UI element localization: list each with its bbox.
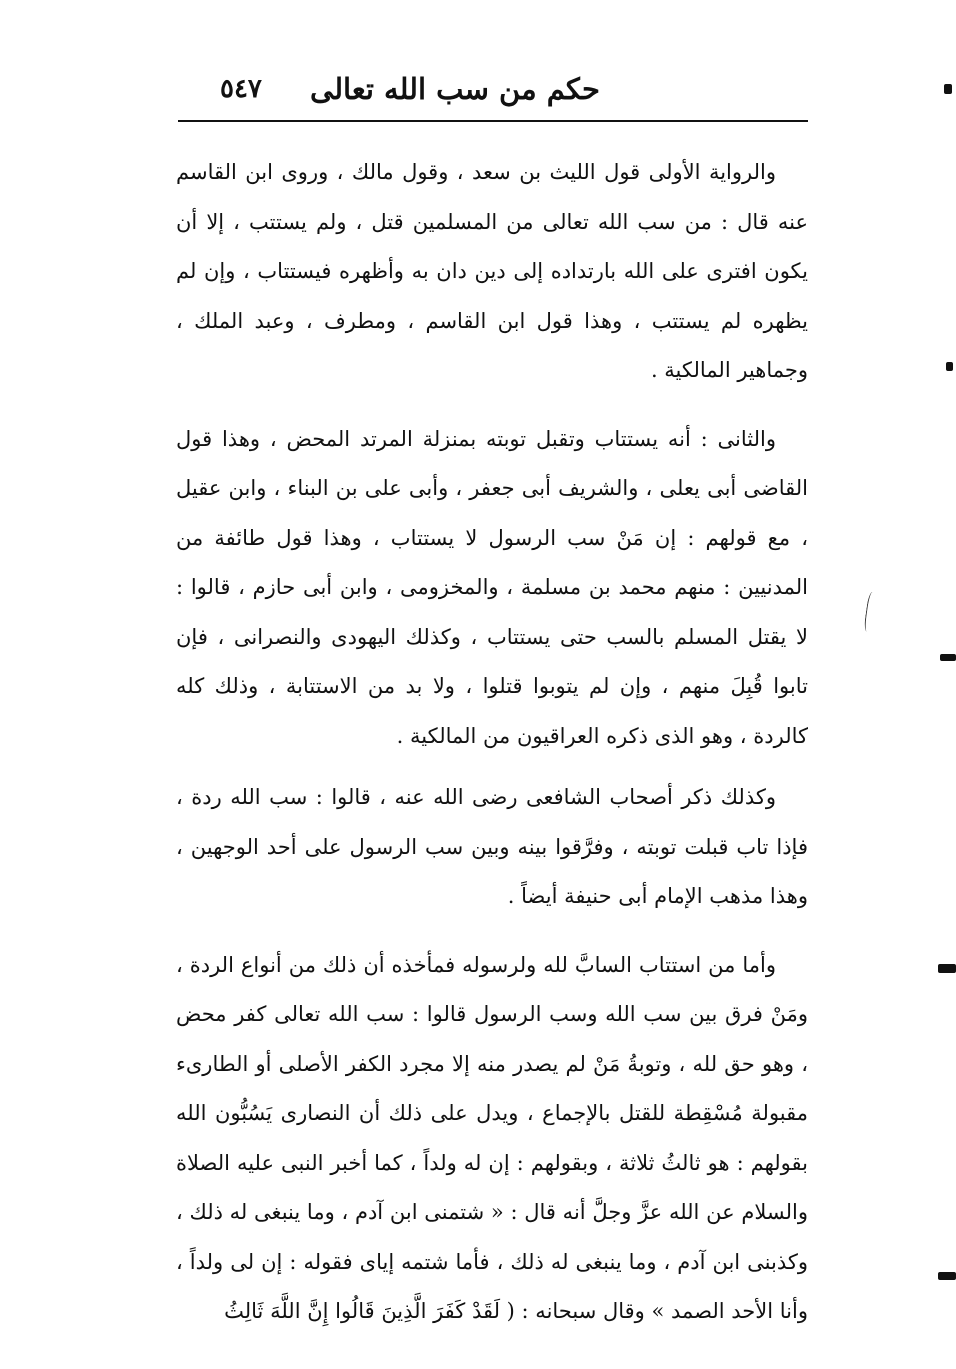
- pen-stroke-mark: [863, 592, 877, 633]
- paragraph-spacer: [176, 922, 808, 941]
- scan-mark: [938, 1272, 956, 1280]
- paragraph-spacer: [176, 396, 808, 415]
- paragraph-3: وكذلك ذكر أصحاب الشافعى رضى الله عنه ، قالوا : سب الله ردة ، فإذا تاب قبلت توبته ، وفرَّقوا بينه وبين سب الرسول على أحد الوجهين ، وهذا مذهب الإمام أبى حنيفة أيضاً .: [176, 785, 808, 908]
- paragraph-2: والثانى : أنه يستتاب وتقبل توبته بمنزلة المرتد المحض ، وهذا قول القاضى أبى يعلى ، والشريف أبى جعفر ، وأبى على بن البناء ، وابن عقيل ، مع قولهم : إن مَنْ سب الرسول لا يستتاب ، وهذا قول طائفة من المدنيين : منهم محمد بن مسلمة ، والمخزومى ، وابن أبى حازم ، قالوا : لا يقتل المسلم بالسب حتى يستتاب ، وكذلك اليهودى والنصرانى ، فإن تابوا قُبِلَ منهم ، وإن لم يتوبوا قتلوا ، ولا بد من الاستتابة ، وذلك كله كالردة ، وهو الذى ذكره العراقيون من المالكية .: [176, 426, 808, 748]
- scan-mark: [938, 964, 956, 973]
- paragraph-spacer: [176, 761, 808, 773]
- scan-mark: [946, 362, 953, 371]
- body-text: [176, 148, 808, 1337]
- page-header: [178, 66, 808, 118]
- running-title: حكم من سب الله تعالى: [310, 72, 600, 106]
- page-number: ٥٤٧: [220, 74, 262, 104]
- paragraph-1: والرواية الأولى قول الليث بن سعد ، وقول مالك ، وروى ابن القاسم عنه قال : من سب الله تعالى من المسلمين قتل ، ولم يستتب ، إلا أن يكون افترى على الله بارتداده إلى دين دان به وأظهره فيستتاب ، وإن لم يظهره لم يستتب ، وهذا قول ابن القاسم ، ومطرف ، وعبد الملك ، وجماهير المالكية .: [176, 160, 808, 382]
- scan-mark: [940, 654, 956, 661]
- scan-mark: [944, 84, 952, 94]
- paragraph-4: وأما من استتاب السابَّ لله ولرسوله فمأخذه أن ذلك من أنواع الردة ، ومَنْ فرق بين سب الله وسب الرسول قالوا : سب الله تعالى كفر محض ، وهو حق لله ، وتوبةُ مَنْ لم يصدر منه إلا مجرد الكفر الأصلى أو الطارىء مقبولة مُسْقِطة للقتل بالإجماع ، ويدل على ذلك أن النصارى يَسُبُّون الله بقولهم : هو ثالثُ ثلاثة ، وبقولهم : إن له ولداً ، كما أخبر النبى عليه الصلاة والسلام عن الله عزَّ وجلَّ أنه قال : « شتمنى ابن آدم ، وما ينبغى له ذلك ، وكذبنى ابن آدم ، وما ينبغى له ذلك ، فأما شتمه إياى فقوله : إن لى ولداً ، وأنا الأحد الصمد » وقال سبحانه : ( لَقَدْ كَفَرَ الَّذِينَ قَالُوا إِنَّ اللَّهَ ثَالِثُ: [176, 952, 808, 1323]
- header-rule: [178, 120, 808, 122]
